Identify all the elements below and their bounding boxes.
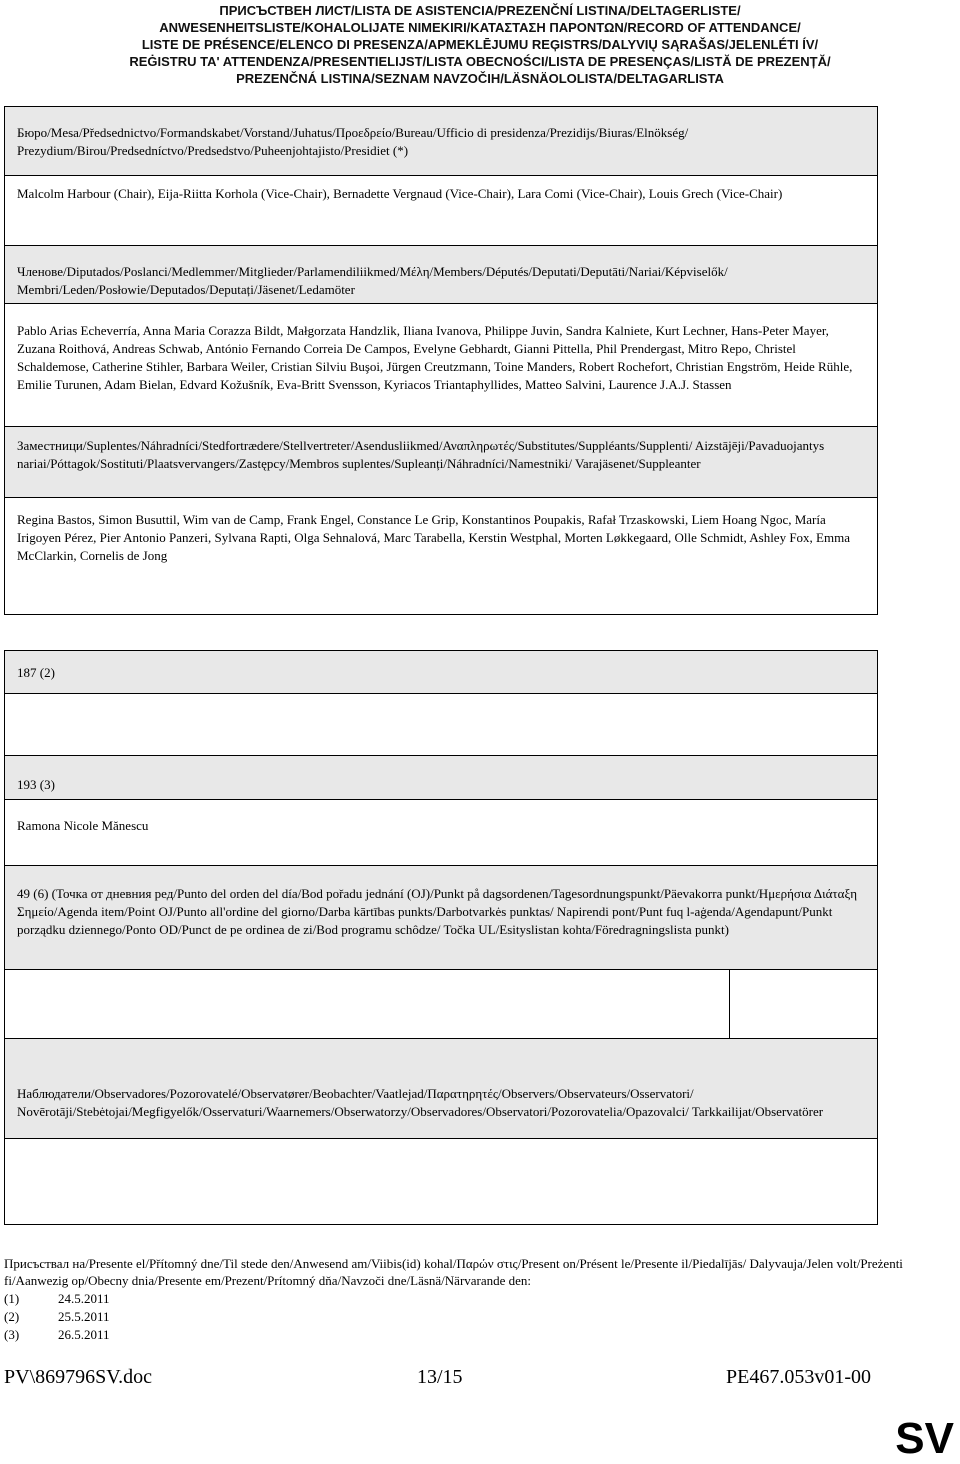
rule-193-names: Ramona Nicole Mănescu <box>17 818 149 833</box>
members-names: Pablo Arias Echeverría, Anna Maria Corazza Bildt, Małgorzata Handzlik, Iliana Ivanova, Philippe Juvin, Sandra Kalniete, Kurt Lechner, Hans-Peter Mayer, Zuzana Roithová, Andreas Schwab, António Fernando Correia De Campos, Evelyne Gebhardt, Gianni Pittella, Phil Prendergast, Mitro Repo, Christel Schaldemose, Catherine Stihler, Barbara Weiler, Cristian Silviu Buşoi, Jürgen Creutzmann, Toine Manders, Robert Rochefort, Christian Engström, Heide Rühle, Emilie Turunen, Adam Bielan, Edvard Kožušník, Eva-Britt Svensson, Kyriacos Triantaphyllides, Matteo Salvini, Laurence J.A.J. Stassen <box>17 323 853 392</box>
page-number: 13/15 <box>417 1366 463 1388</box>
rule-193-cell <box>5 756 877 800</box>
substitutes-heading: Заместници/Suplentes/Náhradníci/Stedfortrædere/Stellvertreter/Asendusliikmed/Αναπληρωτές/Substitutes/Suppléants/Supplenti/ Aizstājēji/Pavaduojantys nariai/Póttagok/Sostituti/Plaatsvervangers/Zastępcy/Membros suplentes/Supleanți/Náhradníci/Namestniki/ Varajäsenet/Suppleanter <box>17 438 825 471</box>
bureau-names: Malcolm Harbour (Chair), Eija-Riitta Korhola (Vice-Chair), Bernadette Vergnaud (Vice-Chair), Lara Comi (Vice-Chair), Louis Grech (Vice-Chair) <box>17 186 783 201</box>
dates-list <box>4 1290 110 1344</box>
date-number: (1) <box>4 1291 20 1306</box>
members-heading-cell <box>5 246 877 304</box>
title-line-1: ПРИСЪСТВЕН ЛИСТ/LISTA DE ASISTENCIA/PREZENČNÍ LISTINA/DELTAGERLISTE/ <box>219 3 741 18</box>
date-item <box>4 1308 110 1326</box>
title-line-4: REĠISTRU TA' ATTENDENZA/PRESENTIELIJST/LISTA OBECNOŚCI/LISTA DE PRESENÇAS/LISTĂ DE PREZENȚĂ/ <box>129 54 831 69</box>
substitutes-heading-cell <box>5 427 877 498</box>
document-reference: PE467.053v01-00 <box>726 1366 871 1388</box>
title-line-3: LISTE DE PRÉSENCE/ELENCO DI PRESENZA/APMEKLĒJUMU REĢISTRS/DALYVIŲ SĄRAŠAS/JELENLÉTI ÍV/ <box>141 37 819 52</box>
rule-193-names-cell <box>5 800 877 866</box>
substitutes-names: Regina Bastos, Simon Busuttil, Wim van de Camp, Frank Engel, Constance Le Grip, Konstantinos Poupakis, Rafał Trzaskowski, Liem Hoang Ngoc, María Irigoyen Pérez, Pier Antonio Panzeri, Sylvana Rapti, Olga Sehnalová, Marc Tarabella, Kerstin Westphal, Morten Løkkegaard, Olle Schmidt, Ashley Fox, Emma McClarkin, Cornelis de Jong <box>17 512 850 563</box>
title-line-5: PREZENČNÁ LISTINA/SEZNAM NAVZOČIH/LÄSNÄOLOLISTA/DELTAGARLISTA <box>236 71 724 86</box>
date-value: 25.5.2011 <box>58 1309 110 1324</box>
substitutes-names-cell <box>5 498 877 614</box>
date-item <box>4 1290 110 1308</box>
rule-187-names-cell <box>5 694 877 756</box>
title-line-2: ANWESENHEITSLISTE/KOHALOLIJATE NIMEKIRI/ΚΑΤΑΣΤΑΣΗ ΠΑΡΟΝΤΩΝ/RECORD OF ATTENDANCE/ <box>159 20 801 35</box>
bureau-heading-cell <box>5 107 877 176</box>
rule-193-heading: 193 (3) <box>17 777 55 792</box>
date-value: 26.5.2011 <box>58 1327 110 1342</box>
rule-187-cell <box>5 651 877 694</box>
document-filename: PV\869796SV.doc <box>4 1366 152 1388</box>
present-on-label: Присъствал на/Presente el/Přítomný dne/Til stede den/Anwesend am/Viibis(id) kohal/Παρών στις/Present on/Présent le/Presente il/Piedalījās/ Dalyvauja/Jelen volt/Preżenti fi/Aanwezig op/Obecny dnia/Presente em/Prezent/Prítomný dňa/Navzoči dne/Läsnä/Närvarande den: <box>4 1256 903 1288</box>
item-49-divider <box>729 970 730 1038</box>
language-code: SV <box>895 1414 954 1463</box>
members-heading: Членове/Diputados/Poslanci/Medlemmer/Mitglieder/Parlamendiliikmed/Μέλη/Members/Députés/Deputati/Deputāti/Nariai/Képviselők/ Membri/Leden/Posłowie/Deputados/Deputați/Jäsenet/Ledamöter <box>17 264 728 297</box>
document-title <box>10 2 950 87</box>
item-49-cell <box>5 866 877 970</box>
date-value: 24.5.2011 <box>58 1291 110 1306</box>
item-49-names-cell <box>5 970 877 1039</box>
observers-heading: Наблюдатели/Observadores/Pozorovatelé/Observatører/Beobachter/Vaatlejad/Παρατηρητές/Observers/Observateurs/Osservatori/ Novērotāji/Stebėtojai/Megfigyelők/Osservaturi/Waarnemers/Obserwatorzy/Observadores/Observatori/Pozorovatelia/Opazovalci/ Tarkkailijat/Observatörer <box>17 1086 824 1119</box>
item-49-heading: 49 (6) (Точка от дневния ред/Punto del orden del día/Bod pořadu jednání (OJ)/Punkt på dagsordenen/Tagesordnungspunkt/Päevakorra punkt/Ημερήσια Διάταξη Σημείο/Agenda item/Point OJ/Punto all'ordine del giorno/Darba kārtības punkts/Darbotvarkės punktas/ Napirendi pont/Punt fuq l-aġenda/Agendapunt/Punkt porządku dziennego/Ponto OD/Punct de pe ordinea de zi/Bod programu schôdze/ Točka UL/Esityslistan kohta/Föredragningslista punkt) <box>17 886 858 937</box>
observers-heading-cell <box>5 1039 877 1139</box>
rule-187-heading: 187 (2) <box>17 665 55 680</box>
members-names-cell <box>5 304 877 427</box>
bureau-names-cell <box>5 176 877 246</box>
date-number: (2) <box>4 1309 20 1324</box>
observers-names-cell <box>5 1139 877 1224</box>
bureau-heading: Бюро/Mesa/Předsednictvo/Formandskabet/Vorstand/Juhatus/Προεδρείο/Bureau/Ufficio di presidenza/Prezidijs/Biuras/Elnökség/ Prezydium/Birou/Predsedníctvo/Predsedstvo/Puheenjohtajisto/Presidiet (*) <box>17 125 689 158</box>
rules-table <box>4 650 878 1225</box>
attendance-table <box>4 106 878 615</box>
date-item <box>4 1326 110 1344</box>
date-number: (3) <box>4 1327 20 1342</box>
